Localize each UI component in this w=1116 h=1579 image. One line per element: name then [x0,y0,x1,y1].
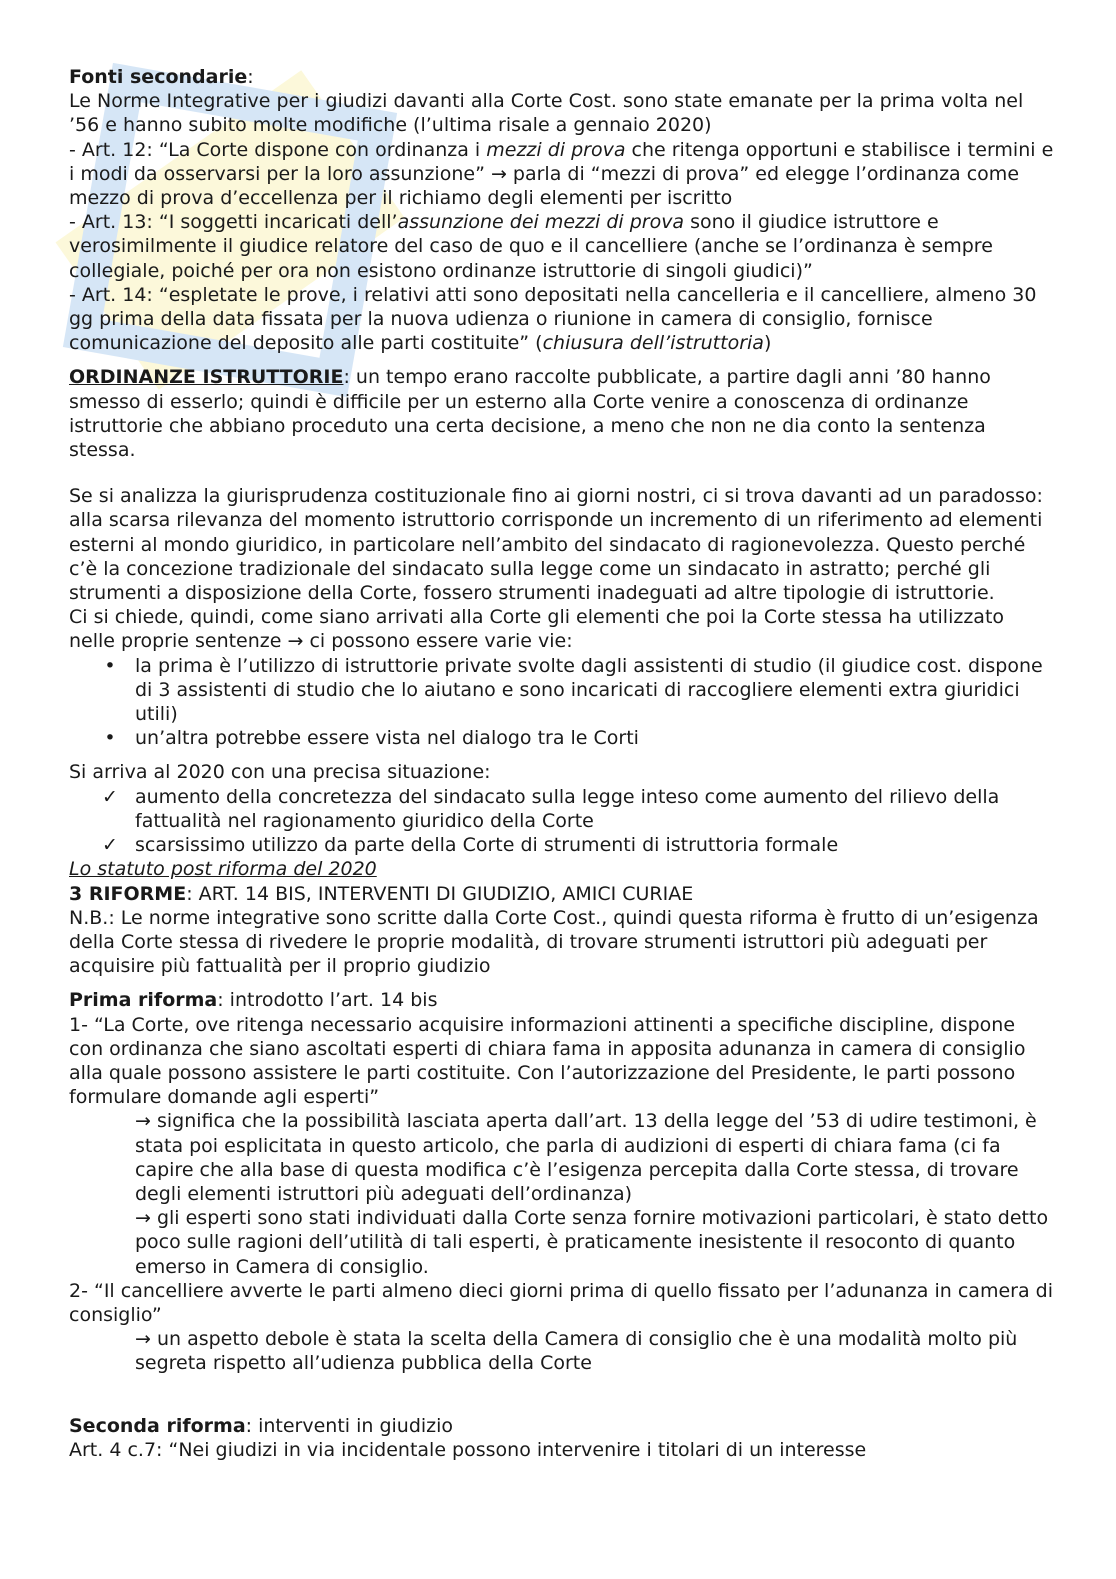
statuto-nb: N.B.: Le norme integrative sono scritte dalla Corte Cost., quindi questa riforma è frutto di un’esigenza della Corte stessa di rivedere le proprie modalità, di trovare strumenti istruttori più adeguati per acquisire più fattualità per il proprio giudizio [69,906,1039,978]
ordinanze-title: ORDINANZE ISTRUTTORIE [69,366,344,389]
bullet-icon: • [104,727,116,750]
analisi-para2: Ci si chiede, quindi, come siano arrivati alla Corte gli elementi che poi la Corte stessa ha utilizzato nelle proprie sentenze → ci possono essere varie vie: [69,606,1005,653]
fonti-intro: Le Norme Integrative per i giudizi davanti alla Corte Cost. sono state emanate per la prima volta nel ’56 e hanno subito molte modifiche (l’ultima risale a gennaio 2020) [69,90,1024,137]
seconda-title: Seconda riforma: interventi in giudizio [69,1414,454,1437]
checkmark-icon: ✓ [102,785,118,808]
prima-title: Prima riforma: introdotto l’art. 14 bis [69,989,438,1012]
checkmark-icon: ✓ [102,834,118,857]
prima-point2: 2- “Il cancelliere avverte le parti almeno dieci giorni prima di quello fissato per l’adunanza in camera di consiglio” [69,1279,1053,1326]
prima-point1: 1- “La Corte, ove ritenga necessario acquisire informazioni attinenti a specifiche discipline, dispone con ordinanza che siano ascoltati esperti di chiara fama in apposita adunanza in camera di consiglio alla quale possono assistere le parti costituite. Con l’autorizzazione del Presidente, le parti possono formulare domande agli esperti” [69,1013,1026,1109]
list-item: • la prima è l’utilizzo di istruttorie private svolte dagli assistenti di studio (il giudice cost. dispone di 3 assistenti di studio che lo aiutano e sono incaricati di raccogliere elementi extra giuridici utili) [69,654,1054,727]
analisi-para1: Se si analizza la giurisprudenza costituzionale fino ai giorni nostri, ci si trova davanti ad un paradosso: alla scarsa rilevanza del momento istruttorio corrisponde un incremento di un riferimento ad elementi esterni al mondo giuridico, in particolare nell’ambito del sindacato di ragionevolezza. Questo perché c’è la concezione tradizionale del sindacato sulla legge come un sindacato in astratto; perché gli strumenti a disposizione della Corte, fossero strumenti inadeguati ad altre tipologie di istruttorie. [69,485,1043,605]
list-item: • un’altra potrebbe essere vista nel dialogo tra le Corti [69,726,1054,750]
situazione-intro: Si arriva al 2020 con una precisa situazione: [69,761,491,784]
ordinanze-paragraph: ORDINANZE ISTRUTTORIE: un tempo erano raccolte pubblicate, a partire dagli anni ’80 hanno smesso di esserlo; quindi è difficile per un esterno alla Corte venire a conoscenza di ordinanze istruttorie che abbiano proceduto una certa decisione, a meno che non ne dia conto la sentenza stessa. [69,366,991,462]
statuto-title: Lo statuto post riforma del 2020 [69,858,377,881]
section-fonti-title: Fonti secondarie: [69,66,254,88]
list-item: ✓ scarsissimo utilizzo da parte della Corte di strumenti di istruttoria formale [69,833,1054,857]
prima-note2: → gli esperti sono stati individuati dalla Corte senza fornire motivazioni particolari, è stato detto poco sulle ragioni dell’utilità di tali esperti, è praticamente inesistente il resoconto di quanto emerso in Camera di consiglio. [135,1207,1049,1278]
document-page [69,65,1054,1462]
seconda-art4: Art. 4 c.7: “Nei giudizi in via incidentale possono intervenire i titolari di un interesse [69,1438,867,1461]
fonti-art12: - Art. 12: “La Corte dispone con ordinanza i mezzi di prova che ritenga opportuni e stabilisce i termini e i modi da osservarsi per la loro assunzione” → parla di “mezzi di prova” ed elegge l’ordinanza come mezzo di prova d’eccellenza per il richiamo degli elementi per iscritto [69,138,1054,210]
bullet-list [69,654,1054,751]
list-item: ✓ aumento della concretezza del sindacato sulla legge inteso come aumento del rilievo della fattualità nel ragionamento giuridico della Corte [69,785,1054,833]
statuto-riforme: 3 RIFORME: ART. 14 BIS, INTERVENTI DI GIUDIZIO, AMICI CURIAE [69,882,694,905]
prima-note3: → un aspetto debole è stata la scelta della Camera di consiglio che è una modalità molto più segreta rispetto all’udienza pubblica della Corte [135,1328,1018,1375]
prima-note1: → significa che la possibilità lasciata aperta dall’art. 13 della legge del ’53 di udire testimoni, è stata poi esplicitata in questo articolo, che parla di audizioni di esperti di chiara fama (ci fa capire che alla base di questa modifica c’è l’esigenza percepita dalla Corte stessa, di trovare degli elementi istruttori più adeguati dell’ordinanza) [135,1110,1037,1205]
check-list [69,785,1054,858]
fonti-art13: - Art. 13: “I soggetti incaricati dell’assunzione dei mezzi di prova sono il giudice istruttore e verosimilmente il giudice relatore del caso de quo e il cancelliere (anche se l’ordinanza è sempre collegiale, poiché per ora non esistono ordinanze istruttorie di singoli giudici)” [69,211,993,282]
fonti-art14: - Art. 14: “espletate le prove, i relativi atti sono depositati nella cancelleria e il cancelliere, almeno 30 gg prima della data fissata per la nuova udienza o riunione in camera di consiglio, fornisce comunicazione del deposito alle parti costituite” (chiusura dell’istruttoria) [69,283,1037,355]
bullet-icon: • [104,654,116,677]
